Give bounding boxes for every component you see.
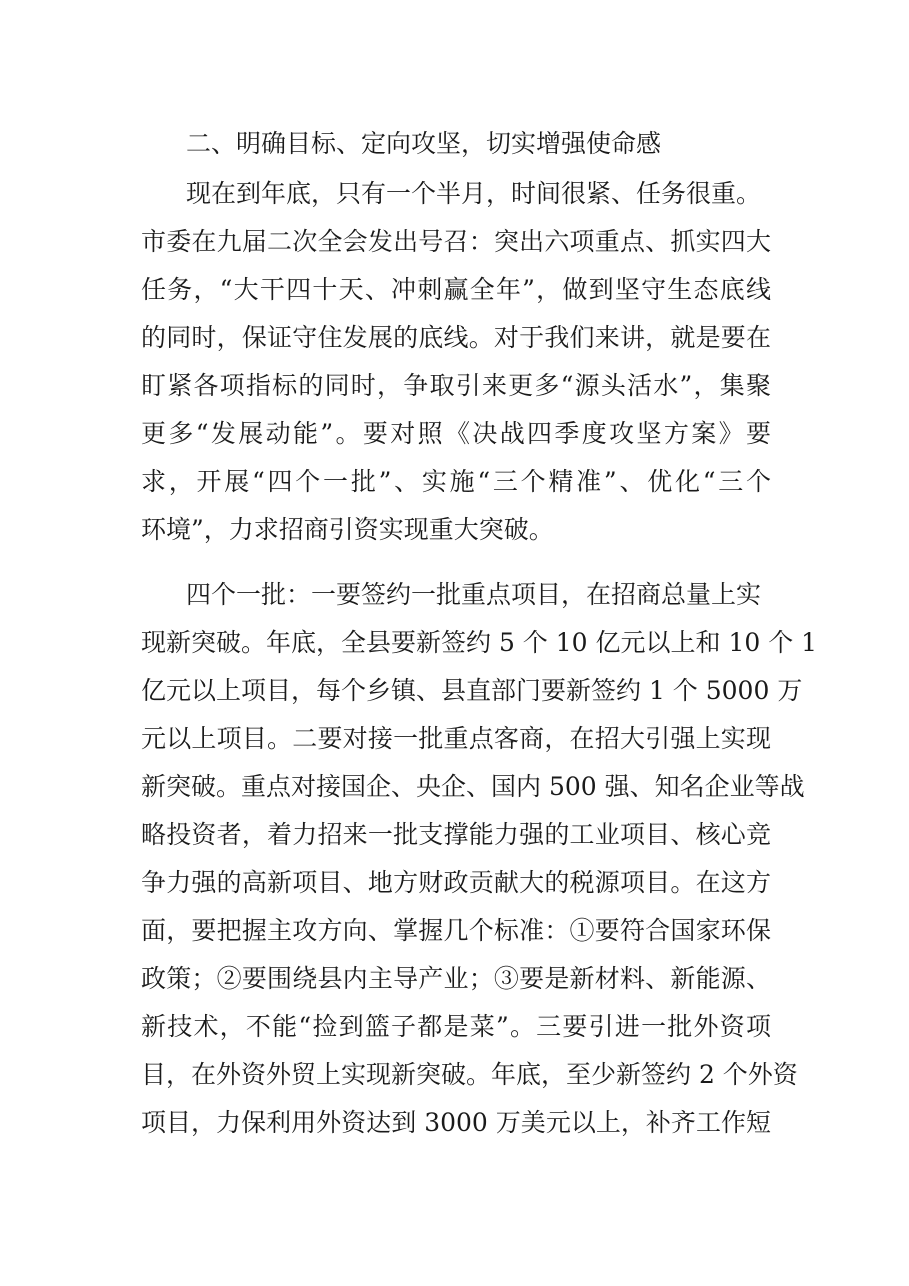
paragraph-2-line-9: 政策；②要围绕县内主导产业；③要是新材料、新能源、: [141, 964, 771, 993]
paragraph-2-line-1: 四个一批：一要签约一批重点项目，在招商总量上实: [186, 580, 762, 609]
paragraph-1-line-4: 的同时，保证守住发展的底线。对于我们来讲，就是要在: [141, 323, 771, 352]
paragraph-2-line-5: 新突破。重点对接国企、央企、国内 500 强、知名企业等战: [141, 772, 805, 801]
paragraph-1-line-6: 更多“发展动能”。要对照《决战四季度攻坚方案》要: [141, 419, 771, 448]
paragraph-2-line-4: 元以上项目。二要对接一批重点客商，在招大引强上实现: [141, 724, 771, 753]
paragraph-1-line-5: 盯紧各项指标的同时，争取引来更多“源头活水”，集聚: [141, 371, 771, 400]
paragraph-1-line-2: 市委在九届二次全会发出号召：突出六项重点、抓实四大: [141, 227, 771, 256]
paragraph-2-line-10: 新技术，不能“捡到篮子都是菜”。三要引进一批外资项: [141, 1012, 771, 1041]
paragraph-2-line-7: 争力强的高新项目、地方财政贡献大的税源项目。在这方: [141, 868, 771, 897]
paragraph-2-line-6: 略投资者，着力招来一批支撑能力强的工业项目、核心竞: [141, 820, 771, 849]
paragraph-1-line-7: 求，开展“四个一批”、实施“三个精准”、优化“三个: [141, 467, 771, 496]
paragraph-2-line-11: 目，在外资外贸上实现新突破。年底，至少新签约 2 个外资: [141, 1060, 798, 1089]
paragraph-1-line-3: 任务，“大干四十天、冲刺赢全年”，做到坚守生态底线: [141, 275, 771, 304]
paragraph-2-line-2: 现新突破。年底，全县要新签约 5 个 10 亿元以上和 10 个 1: [141, 628, 818, 657]
paragraph-2-line-12: 项目，力保利用外资达到 3000 万美元以上，补齐工作短: [141, 1108, 771, 1137]
section-heading: 二、明确目标、定向攻坚，切实增强使命感: [186, 129, 662, 158]
paragraph-2-line-8: 面，要把握主攻方向、掌握几个标准：①要符合国家环保: [141, 916, 771, 945]
paragraph-1-line-8: 环境”，力求招商引资实现重大突破。: [141, 515, 554, 544]
paragraph-1-line-1: 现在到年底，只有一个半月，时间很紧、任务很重。: [186, 179, 762, 208]
paragraph-2-line-3: 亿元以上项目，每个乡镇、县直部门要新签约 1 个 5000 万: [141, 676, 803, 705]
